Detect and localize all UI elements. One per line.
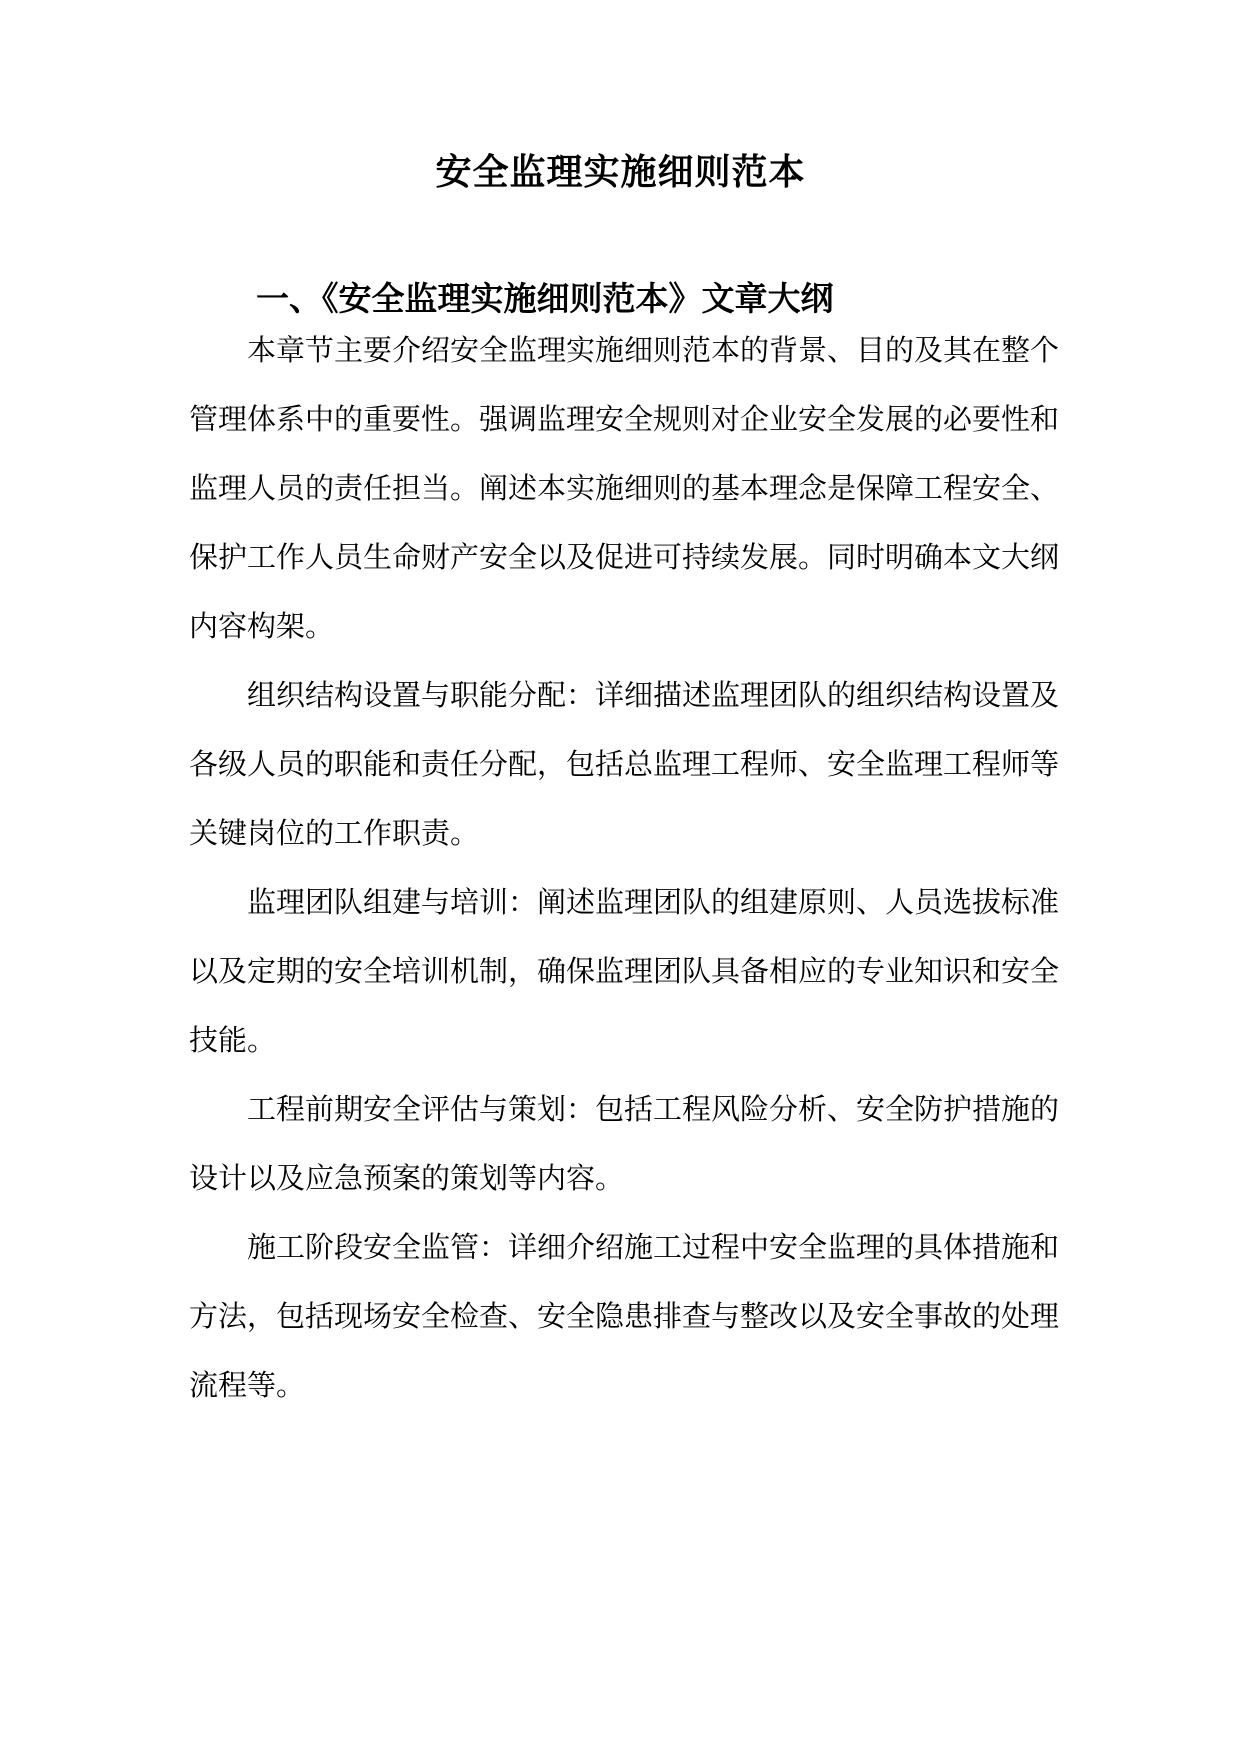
paragraph-1-line-2: 管理体系中的重要性。强调监理安全规则对企业安全发展的必要性和 [189,402,1060,436]
paragraph-1-line-4: 保护工作人员生命财产安全以及促进可持续发展。同时明确本文大纲 [189,540,1060,574]
paragraph-4-line-1: 工程前期安全评估与策划：包括工程风险分析、安全防护措施的 [247,1092,1060,1126]
paragraph-5-line-2: 方法，包括现场安全检查、安全隐患排查与整改以及安全事故的处理 [189,1299,1060,1333]
paragraph-2-line-1: 组织结构设置与职能分配：详细描述监理团队的组织结构设置及 [247,678,1060,712]
paragraph-5-line-3: 流程等。 [189,1368,306,1402]
paragraph-3-line-1: 监理团队组建与培训：阐述监理团队的组建原则、人员选拔标准 [247,885,1060,919]
paragraph-1-line-3: 监理人员的责任担当。阐述本实施细则的基本理念是保障工程安全、 [189,471,1060,505]
paragraph-1-line-1: 本章节主要介绍安全监理实施细则范本的背景、目的及其在整个 [247,333,1060,367]
page-title: 安全监理实施细则范本 [435,151,806,193]
section-heading: 一、《安全监理实施细则范本》文章大纲 [256,279,834,318]
paragraph-2-line-3: 关键岗位的工作职责。 [189,816,480,850]
paragraph-3-line-2: 以及定期的安全培训机制，确保监理团队具备相应的专业知识和安全 [189,954,1060,988]
paragraph-1-line-5: 内容构架。 [189,609,335,643]
paragraph-4-line-2: 设计以及应急预案的策划等内容。 [189,1161,625,1195]
paragraph-2-line-2: 各级人员的职能和责任分配，包括总监理工程师、安全监理工程师等 [189,747,1060,781]
paragraph-3-line-3: 技能。 [189,1023,277,1057]
paragraph-5-line-1: 施工阶段安全监管：详细介绍施工过程中安全监理的具体措施和 [247,1230,1060,1264]
